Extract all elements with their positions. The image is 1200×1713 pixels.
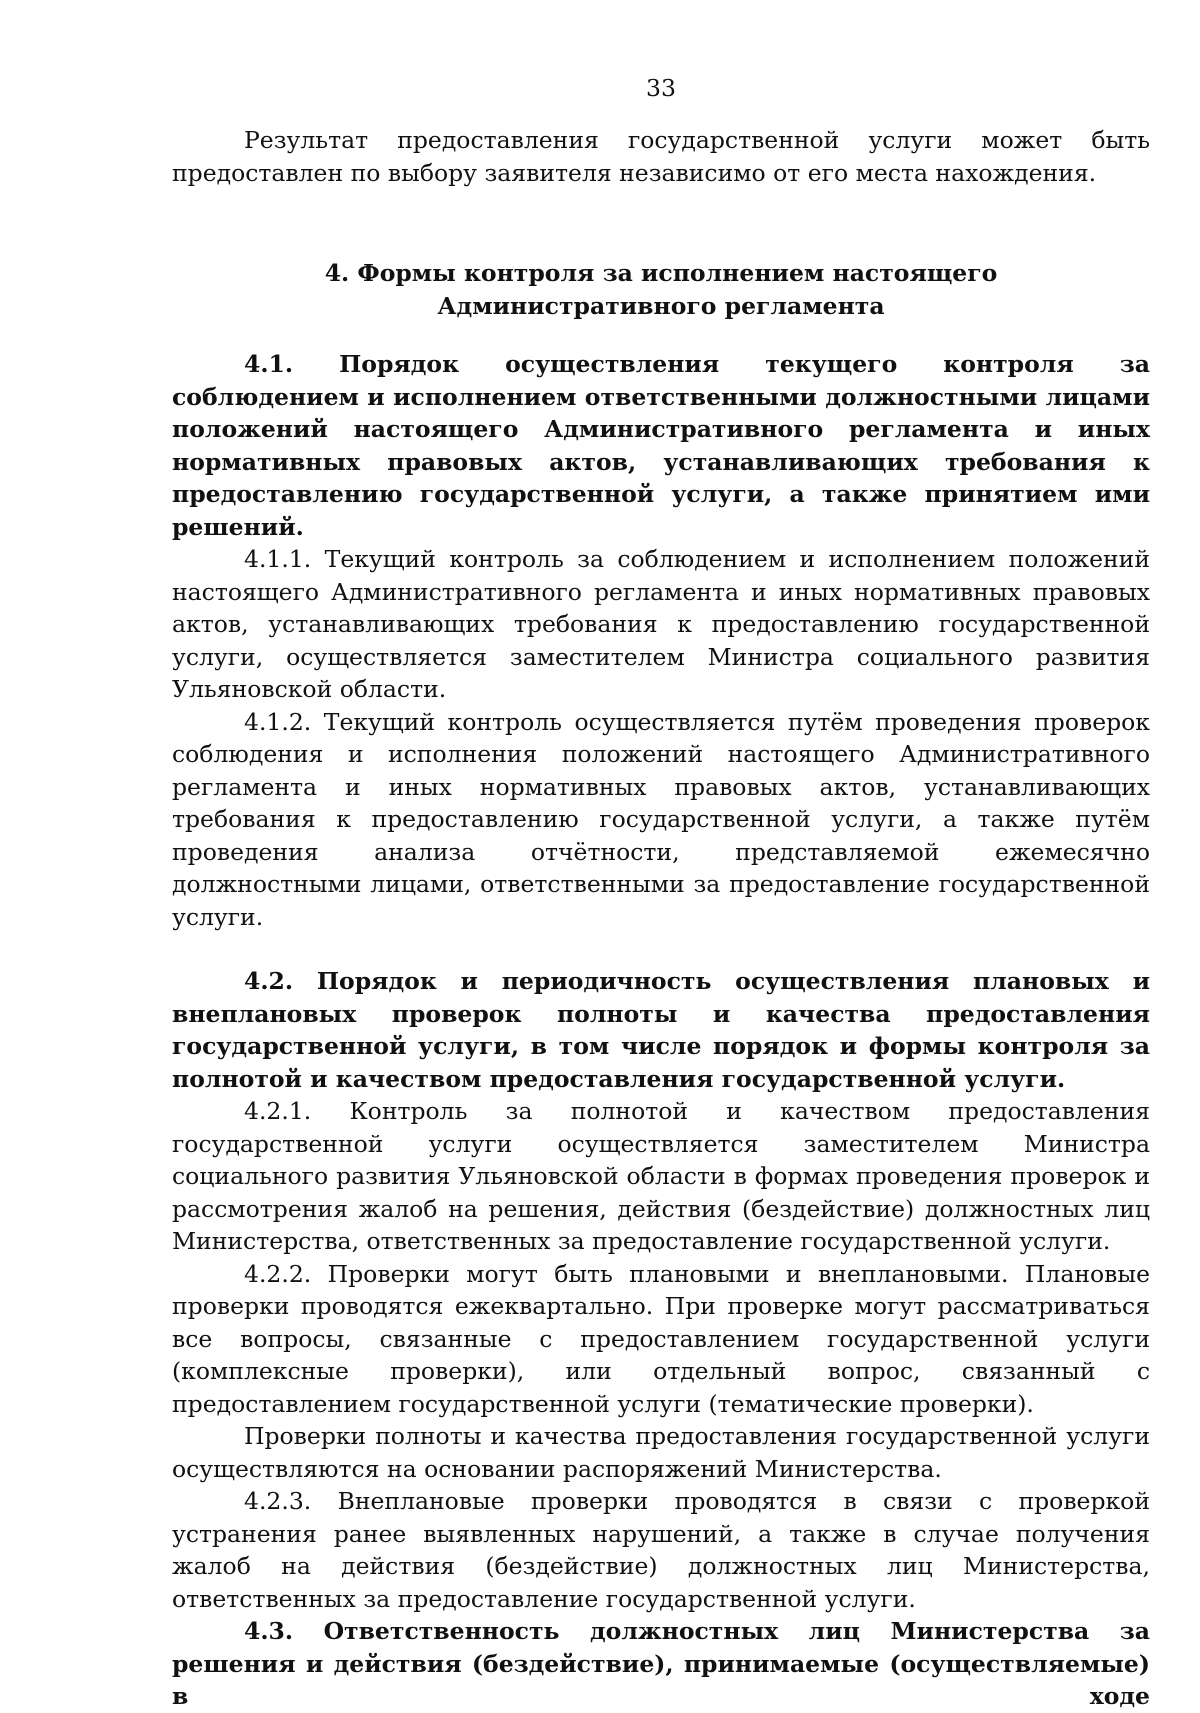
section-4-title-line-1: 4. Формы контроля за исполнением настоящего	[324, 259, 998, 287]
paragraph-4-2-2-continuation: Проверки полноты и качества предоставления государственной услуги осуществляются на основании распоряжений Министерства.	[172, 1422, 1150, 1483]
intro-paragraph: Результат предоставления государственной услуги может быть предоставлен по выбору заявителя независимо от его места нахождения.	[172, 126, 1150, 187]
subsection-4-3-heading: 4.3. Ответственность должностных лиц Министерства за решения и действия (бездействие), принимаемые (осуществляемые) в ходе	[172, 1617, 1150, 1710]
section-4-title-line-2: Административного регламента	[437, 291, 885, 320]
paragraph-4-1-2: 4.1.2. Текущий контроль осуществляется путём проведения проверок соблюдения и исполнения положений настоящего Административного регламента и иных нормативных правовых актов, устанавливающих требования к предоставлению государственной услуги, а также путём проведения анализа отчётности, представляемой ежемесячно должностными лицами, ответственными за предоставление государственной услуги.	[172, 707, 1150, 931]
paragraph-4-2-1: 4.2.1. Контроль за полнотой и качеством предоставления государственной услуги осуществляется заместителем Министра социального развития Ульяновской области в формах проведения проверок и рассмотрения жалоб на решения, действия (бездействие) должностных лиц Министерства, ответственных за предоставление государственной услуги.	[172, 1097, 1150, 1255]
page-number: 33	[646, 74, 676, 102]
subsection-4-2-heading: 4.2. Порядок и периодичность осуществления плановых и внеплановых проверок полноты и качества предоставления государственной услуги, в том числе порядок и формы контроля за полнотой и качеством предоставления государственной услуги.	[172, 967, 1150, 1093]
paragraph-4-2-2: 4.2.2. Проверки могут быть плановыми и внеплановыми. Плановые проверки проводятся ежеквартально. При проверке могут рассматриваться все вопросы, связанные с предоставлением государственной услуги (комплексные проверки), или отдельный вопрос, связанный с предоставлением государственной услуги (тематические проверки).	[172, 1259, 1150, 1418]
paragraph-4-2-3: 4.2.3. Внеплановые проверки проводятся в связи с проверкой устранения ранее выявленных нарушений, а также в случае получения жалоб на действия (бездействие) должностных лиц Министерства, ответственных за предоставление государственной услуги.	[172, 1487, 1150, 1613]
subsection-4-1-heading: 4.1. Порядок осуществления текущего контроля за соблюдением и исполнением ответственными должностными лицами положений настоящего Административного регламента и иных нормативных правовых актов, устанавливающих требования к предоставлению государственной услуги, а также принятием ими решений.	[172, 350, 1150, 541]
section-4-title	[172, 257, 1150, 322]
paragraph-4-1-1: 4.1.1. Текущий контроль за соблюдением и исполнением положений настоящего Административного регламента и иных нормативных правовых актов, устанавливающих требования к предоставлению государственной услуги, осуществляется заместителем Министра социального развития Ульяновской области.	[172, 545, 1150, 703]
